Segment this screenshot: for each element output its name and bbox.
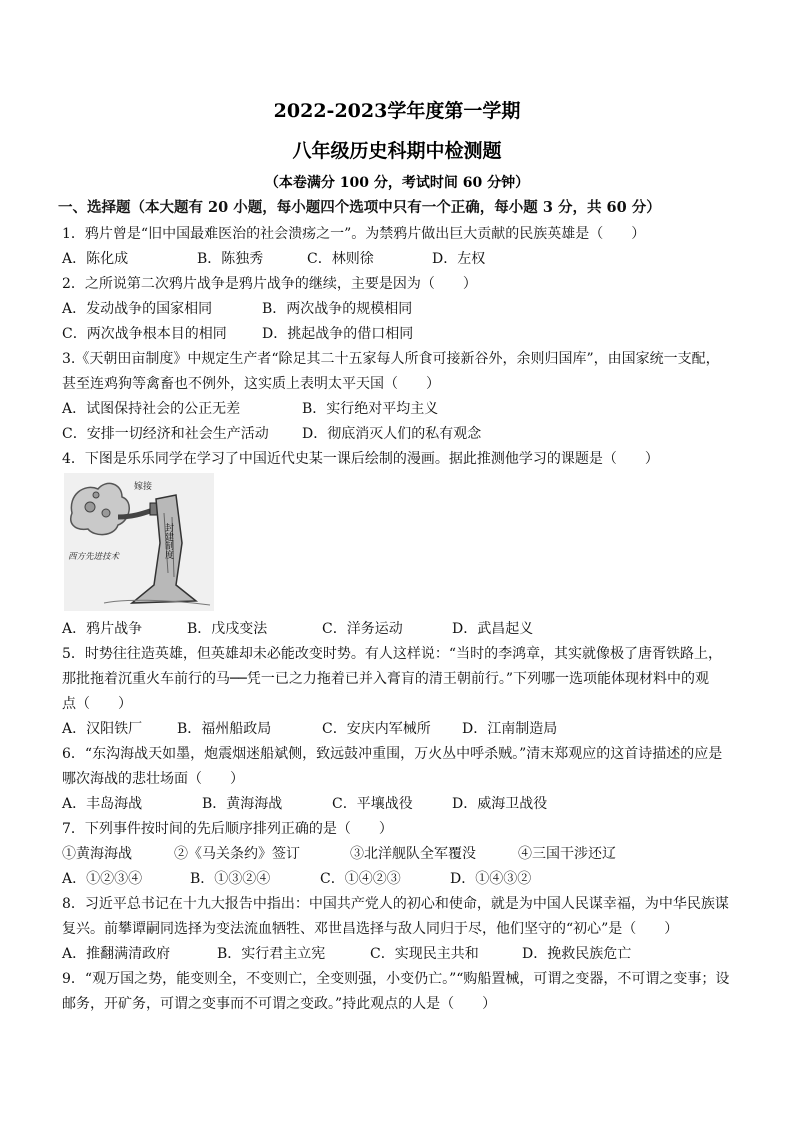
q2-option-d[interactable]: D．挑起战争的借口相同 xyxy=(262,326,414,342)
question-7-stem: 7．下列事件按时间的先后顺序排列正确的是（ ） xyxy=(62,821,393,837)
q8-option-a[interactable]: A．推翻满清政府 xyxy=(62,946,171,962)
q7-event-4: ④三国干涉还辽 xyxy=(518,846,616,862)
q4-option-d[interactable]: D．武昌起义 xyxy=(452,621,534,637)
q5-option-c[interactable]: C．安庆内军械所 xyxy=(322,721,431,737)
q6-option-b[interactable]: B．黄海海战 xyxy=(202,796,283,812)
q8-option-b[interactable]: B．实行君主立宪 xyxy=(217,946,326,962)
q7-event-1: ①黄海海战 xyxy=(62,846,132,862)
q7-event-2: ②《马关条约》签订 xyxy=(174,846,300,862)
q3-option-c[interactable]: C．安排一切经济和社会生产活动 xyxy=(62,426,269,442)
question-8-stem-line2: 复兴。前攀谭嗣同选择为变法流血牺牲、邓世昌选择与敌人同归于尽，他们坚守的“初心”是（ ） xyxy=(62,921,679,937)
grafted-tree-cartoon xyxy=(64,473,214,611)
q1-option-c[interactable]: C．林则徐 xyxy=(307,251,374,267)
question-5-stem-line3: 点（ ） xyxy=(62,696,132,712)
question-5-stem-line2: 那批拖着沉重火车前行的马──凭一已之力拖着已并入膏肓的清王朝前行。”下列哪一选项能体现材料中的观 xyxy=(62,671,710,687)
q6-option-d[interactable]: D．威海卫战役 xyxy=(452,796,548,812)
question-5-stem-line1: 5．时势往往造英雄，但英雄却未必能改变时势。有人这样说：“当时的李鸿章，其实就像极了唐胥铁路上， xyxy=(62,646,723,662)
q4-option-a[interactable]: A．鸦片战争 xyxy=(62,621,143,637)
q2-option-c[interactable]: C．两次战争根本目的相同 xyxy=(62,326,227,342)
question-9-stem-line2: 邮务，开矿务，可谓之变事而不可谓之变政。”持此观点的人是（ ） xyxy=(62,996,497,1012)
cartoon-figure xyxy=(64,473,214,611)
q5-option-d[interactable]: D．江南制造局 xyxy=(462,721,558,737)
question-3-stem-line2: 甚至连鸡狗等禽畜也不例外，这实质上表明太平天国（ ） xyxy=(62,376,440,392)
question-3-stem-line1: 3.《天朝田亩制度》中规定生产者“除足其二十五家每人所食可接新谷外，余则归国库”，由国家统一支配， xyxy=(62,351,720,367)
section-heading: 一、选择题（本大题有 20 小题，每小题四个选项中只有一个正确，每小题 3 分，共 60 分） xyxy=(58,199,661,216)
q5-option-b[interactable]: B．福州船政局 xyxy=(177,721,272,737)
q1-option-a[interactable]: A．陈化成 xyxy=(62,251,129,267)
q6-option-c[interactable]: C．平壤战役 xyxy=(332,796,413,812)
q2-option-b[interactable]: B．两次战争的规模相同 xyxy=(262,301,413,317)
exam-title: 八年级历史科期中检测题 xyxy=(292,140,502,162)
question-2-stem: 2．之所说第二次鸦片战争是鸦片战争的继续，主要是因为（ ） xyxy=(62,276,477,292)
q8-option-c[interactable]: C．实现民主共和 xyxy=(370,946,479,962)
question-1-stem: 1．鸦片曾是“旧中国最难医治的社会溃疡之一”。为禁鸦片做出巨大贡献的民族英雄是（ ） xyxy=(62,226,646,242)
q2-option-a[interactable]: A．发动战争的国家相同 xyxy=(62,301,213,317)
q7-event-3: ③北洋舰队全军覆没 xyxy=(350,846,476,862)
q4-option-b[interactable]: B．戊戌变法 xyxy=(187,621,268,637)
label-western-technology: 西方先进技术 xyxy=(68,552,120,562)
q3-option-a[interactable]: A．试图保持社会的公正无差 xyxy=(62,401,241,417)
question-8-stem-line1: 8．习近平总书记在十九大报告中指出：中国共产党人的初心和使命，就是为中国人民谋幸福，为中华民族谋 xyxy=(62,896,729,912)
question-4-stem: 4．下图是乐乐同学在学习了中国近代史某一课后绘制的漫画。据此推测他学习的课题是（ ） xyxy=(62,451,659,467)
question-6-stem-line2: 哪次海战的悲壮场面（ ） xyxy=(62,771,244,787)
q8-option-d[interactable]: D．挽救民族危亡 xyxy=(522,946,632,962)
q7-option-c[interactable]: C．①④②③ xyxy=(320,871,401,887)
q7-option-d[interactable]: D．①④③② xyxy=(450,871,532,887)
q5-option-a[interactable]: A．汉阳铁厂 xyxy=(62,721,143,737)
q1-option-b[interactable]: B．陈独秀 xyxy=(197,251,264,267)
q7-option-a[interactable]: A．①②③④ xyxy=(62,871,143,887)
q3-option-d[interactable]: D．彻底消灭人们的私有观念 xyxy=(302,426,482,442)
q6-option-a[interactable]: A．丰岛海战 xyxy=(62,796,143,812)
label-graft: 嫁接 xyxy=(134,482,153,492)
exam-note: （本卷满分 100 分，考试时间 60 分钟） xyxy=(264,175,530,191)
question-6-stem-line1: 6．“东沟海战天如墨，炮震烟迷船斌侧，致远鼓冲重围，万火丛中呼杀贼。”清末郑观应的这首诗描述的应是 xyxy=(62,746,723,762)
q7-option-b[interactable]: B．①③②④ xyxy=(190,871,271,887)
q3-option-b[interactable]: B．实行绝对平均主义 xyxy=(302,401,439,417)
question-9-stem-line1: 9．“观万国之势，能变则全，不变则亡，全变则强，小变仍亡。”“购船置械，可谓之变器，不可谓之变事；设 xyxy=(62,971,730,987)
q1-option-d[interactable]: D．左权 xyxy=(432,251,486,267)
year-title: 2022-2023学年度第一学期 xyxy=(273,100,521,122)
q4-option-c[interactable]: C．洋务运动 xyxy=(322,621,403,637)
label-feudal-system: 封建制度 xyxy=(163,523,173,559)
